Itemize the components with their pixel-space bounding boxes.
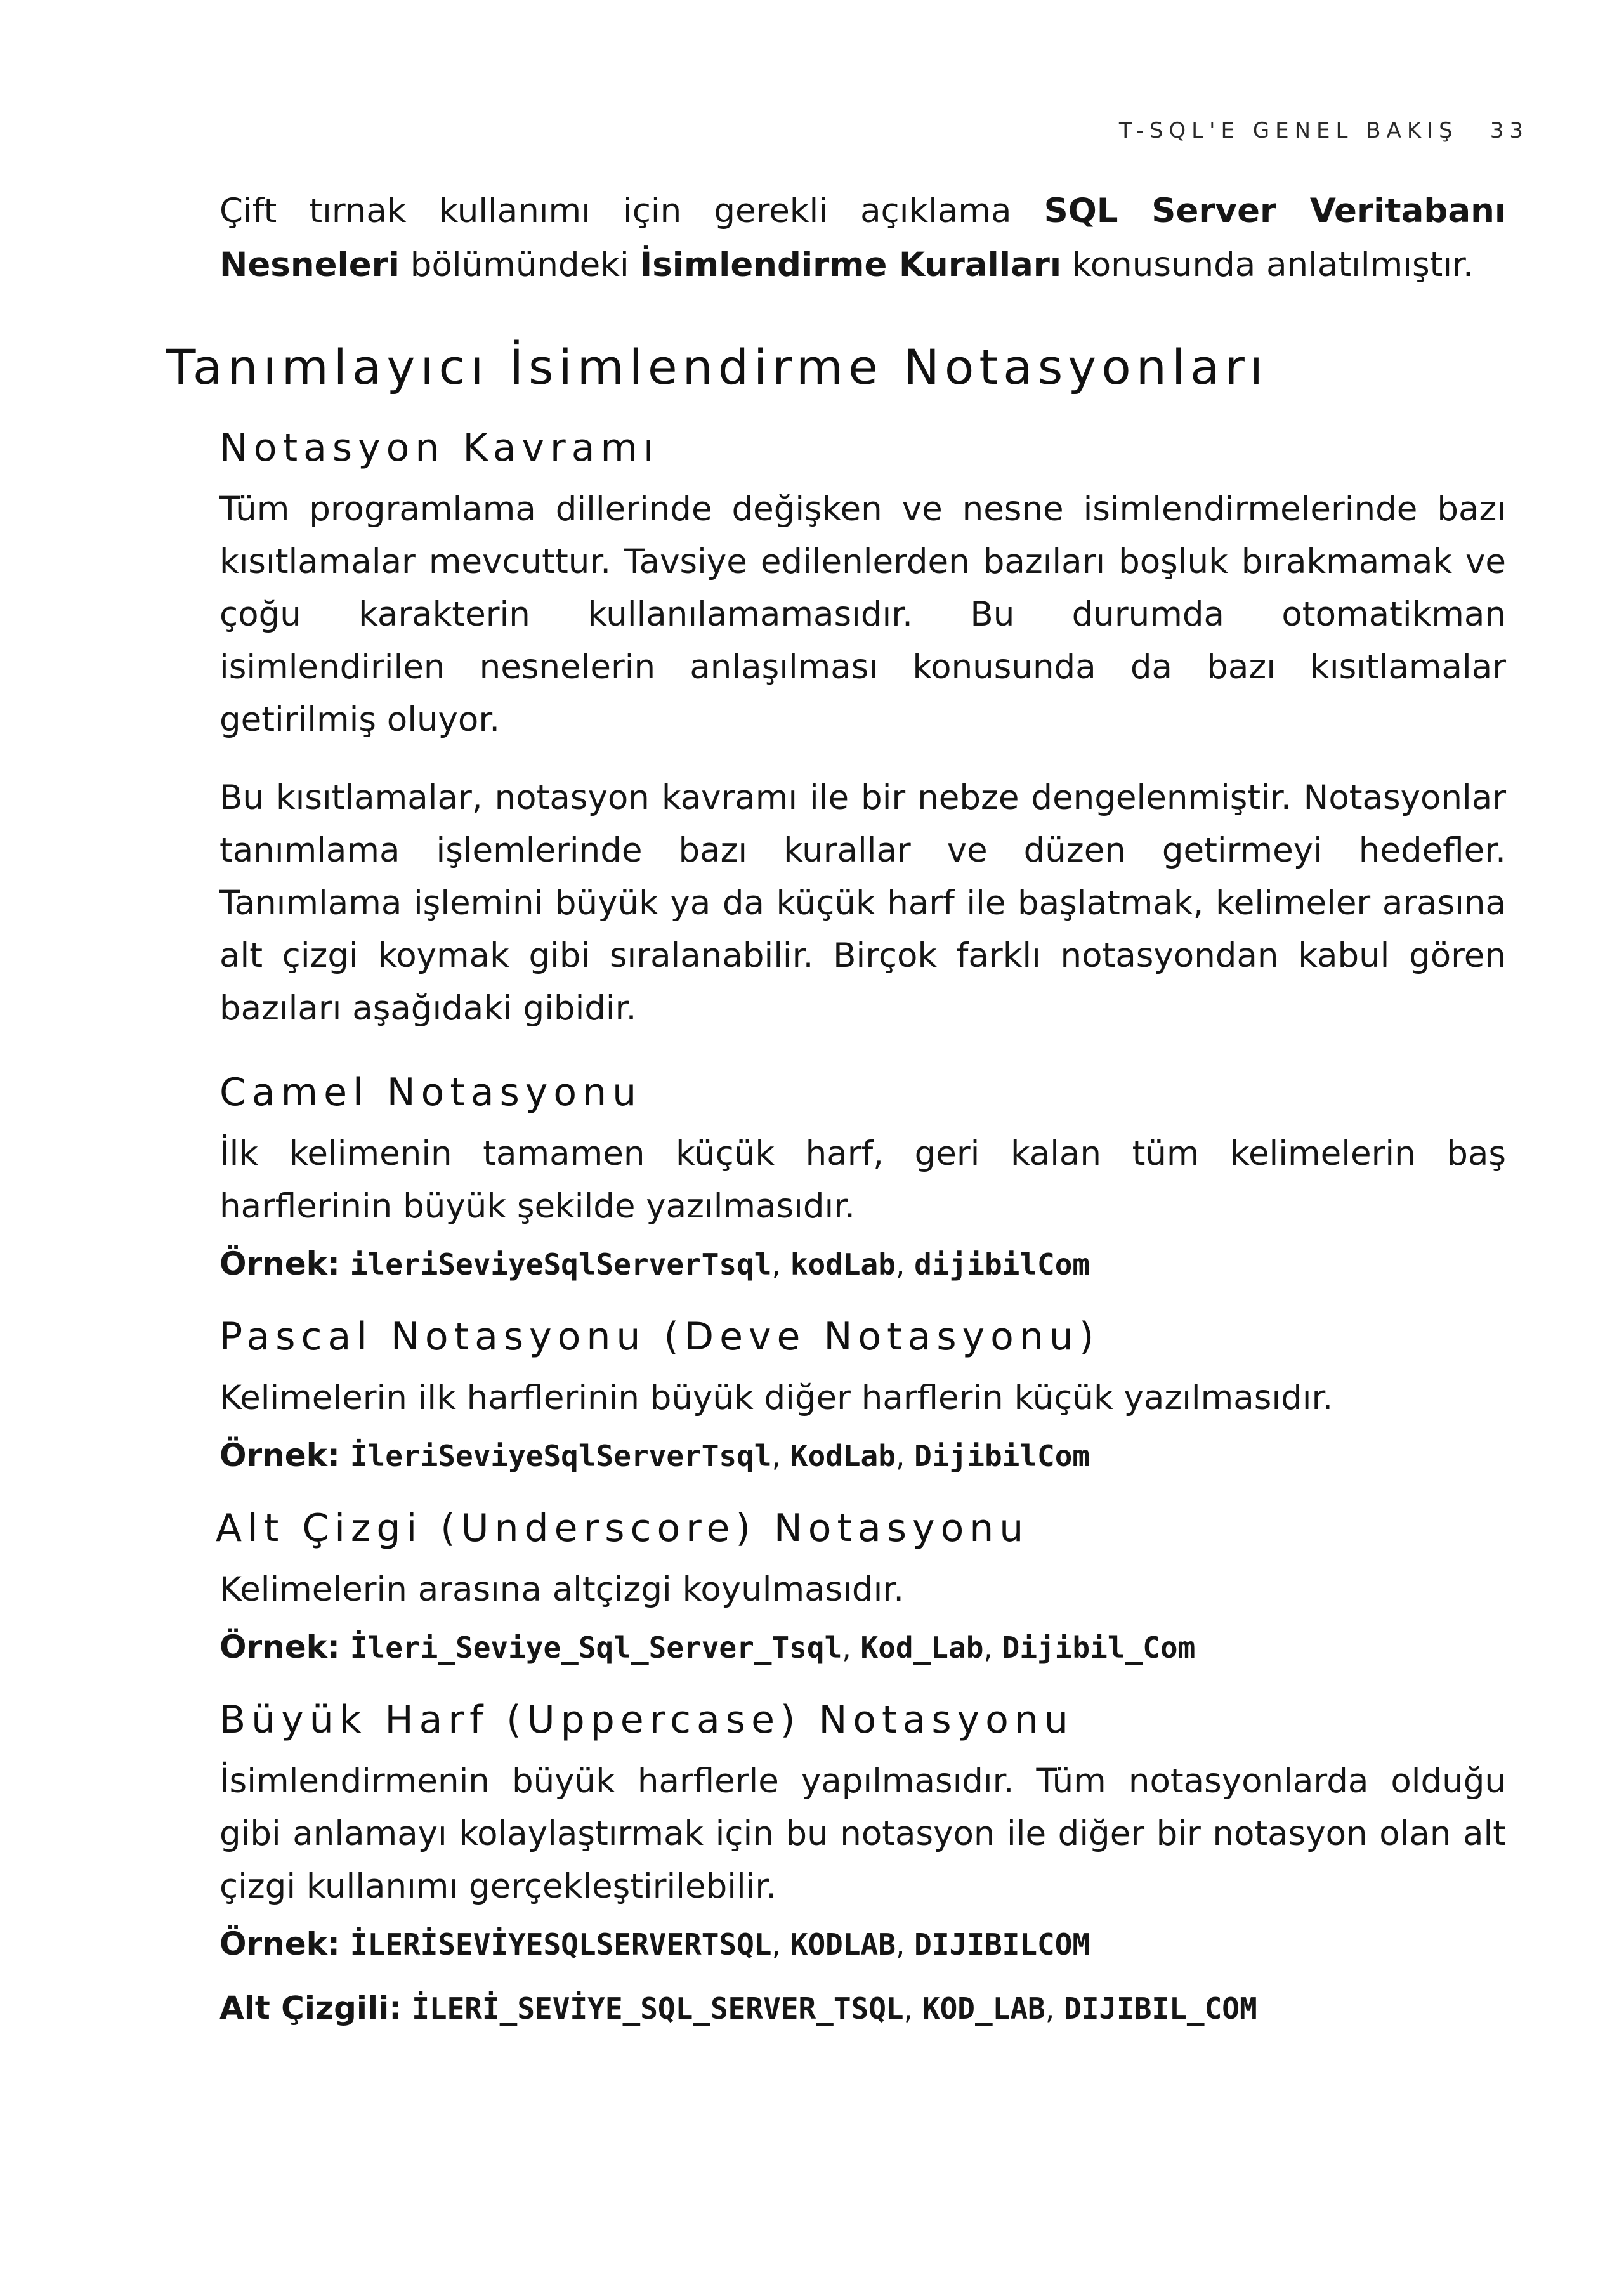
example-code: dijibilCom <box>914 1247 1090 1282</box>
page-number: 33 <box>1490 118 1529 143</box>
example-code: DIJIBILCOM <box>914 1927 1090 1962</box>
pascal-heading: Pascal Notasyonu (Deve Notasyonu) <box>219 1315 1100 1359</box>
intro-bold-2: İsimlendirme Kuralları <box>639 246 1062 284</box>
underscore-description: Kelimelerin arasına altçizgi koyulmasıdır. <box>219 1570 905 1609</box>
pascal-example: Örnek: İleriSeviyeSqlServerTsql, KodLab, DijibilCom <box>219 1437 1090 1474</box>
running-title: T-SQL'E GENEL BAKIŞ <box>1118 118 1458 143</box>
underscore-example: Örnek: İleri_Seviye_Sql_Server_Tsql, Kod_Lab, Dijibil_Com <box>219 1629 1196 1665</box>
intro-text-1: Çift tırnak kullanımı için gerekli açıklama <box>219 192 1044 230</box>
intro-text-2: bölümündeki <box>399 246 640 284</box>
concept-paragraph-1: Tüm programlama dillerinde değişken ve nesne isimlendirmelerinde bazı kısıtlamalar mevcuttur. Tavsiye edilenlerden bazıları boşluk bırakmamak ve çoğu karakterin kullanılamamasıdır. Bu durumda otomatikman isimlendirilen nesnelerin anlaşılması konusunda da bazı kısıtlamalar getirilmiş oluyor. <box>219 490 1506 739</box>
example-label: Örnek: <box>219 1629 340 1665</box>
intro-text-3: konusunda anlatılmıştır. <box>1061 246 1474 284</box>
camel-description: İlk kelimenin tamamen küçük harf, geri kalan tüm kelimelerin baş harflerinin büyük şekilde yazılmasıdır. <box>219 1134 1506 1226</box>
example-code: DIJIBIL_COM <box>1064 1991 1257 2026</box>
camel-heading: Camel Notasyonu <box>219 1070 643 1115</box>
example-code: DijibilCom <box>914 1439 1090 1473</box>
uppercase-example: Örnek: İLERİSEVİYESQLSERVERTSQL, KODLAB, DIJIBILCOM <box>219 1925 1090 1962</box>
pascal-description: Kelimelerin ilk harflerinin büyük diğer harflerin küçük yazılmasıdır. <box>219 1379 1333 1417</box>
example-label: Alt Çizgili: <box>219 1990 402 2026</box>
concept-paragraph-2: Bu kısıtlamalar, notasyon kavramı ile bir nebze dengelenmiştir. Notasyonlar tanımlama işlemlerinde bazı kurallar ve düzen getirmeyi hedefler. Tanımlama işlemini büyük ya da küçük harf ile başlatmak, kelimeler arasına alt çizgi koymak gibi sıralanabilir. Birçok farklı notasyondan kabul gören bazıları aşağıdaki gibidir. <box>219 778 1506 1028</box>
intro-paragraph <box>219 184 1506 292</box>
example-code: KODLAB <box>790 1927 896 1962</box>
main-heading: Tanımlayıcı İsimlendirme Notasyonları <box>166 339 1268 395</box>
uppercase-description: İsimlendirmenin büyük harflerle yapılmasıdır. Tüm notasyonlarda olduğu gibi anlamayı kolaylaştırmak için bu notasyon ile diğer bir notasyon olan alt çizgi kullanımı gerçekleştirilebilir. <box>219 1762 1506 1906</box>
camel-example: Örnek: ileriSeviyeSqlServerTsql, kodLab, dijibilCom <box>219 1245 1090 1282</box>
concept-heading: Notasyon Kavramı <box>219 426 660 470</box>
page-content <box>166 184 1506 2031</box>
example-code: İleriSeviyeSqlServerTsql <box>350 1439 772 1473</box>
example-code: kodLab <box>790 1247 896 1282</box>
example-code: İleri_Seviye_Sql_Server_Tsql <box>350 1630 842 1665</box>
example-code: ileriSeviyeSqlServerTsql <box>350 1247 772 1282</box>
example-code: İLERİ_SEVİYE_SQL_SERVER_TSQL <box>412 1991 904 2026</box>
example-code: İLERİSEVİYESQLSERVERTSQL <box>350 1927 772 1962</box>
example-code: Dijibil_Com <box>1002 1630 1196 1665</box>
example-code: KOD_LAB <box>922 1991 1045 2026</box>
running-header <box>1119 118 1529 143</box>
uppercase-heading: Büyük Harf (Uppercase) Notasyonu <box>219 1698 1074 1742</box>
intro-bold-1: SQL Server Veritabanı Nesneleri <box>219 192 1506 284</box>
example-label: Örnek: <box>219 1925 340 1962</box>
example-label: Örnek: <box>219 1437 340 1474</box>
example-code: KodLab <box>790 1439 896 1473</box>
uppercase-underscore-example: Alt Çizgili: İLERİ_SEVİYE_SQL_SERVER_TSQL, KOD_LAB, DIJIBIL_COM <box>219 1990 1257 2026</box>
example-label: Örnek: <box>219 1245 340 1282</box>
underscore-heading: Alt Çizgi (Underscore) Notasyonu <box>216 1506 1030 1551</box>
example-code: Kod_Lab <box>860 1630 984 1665</box>
